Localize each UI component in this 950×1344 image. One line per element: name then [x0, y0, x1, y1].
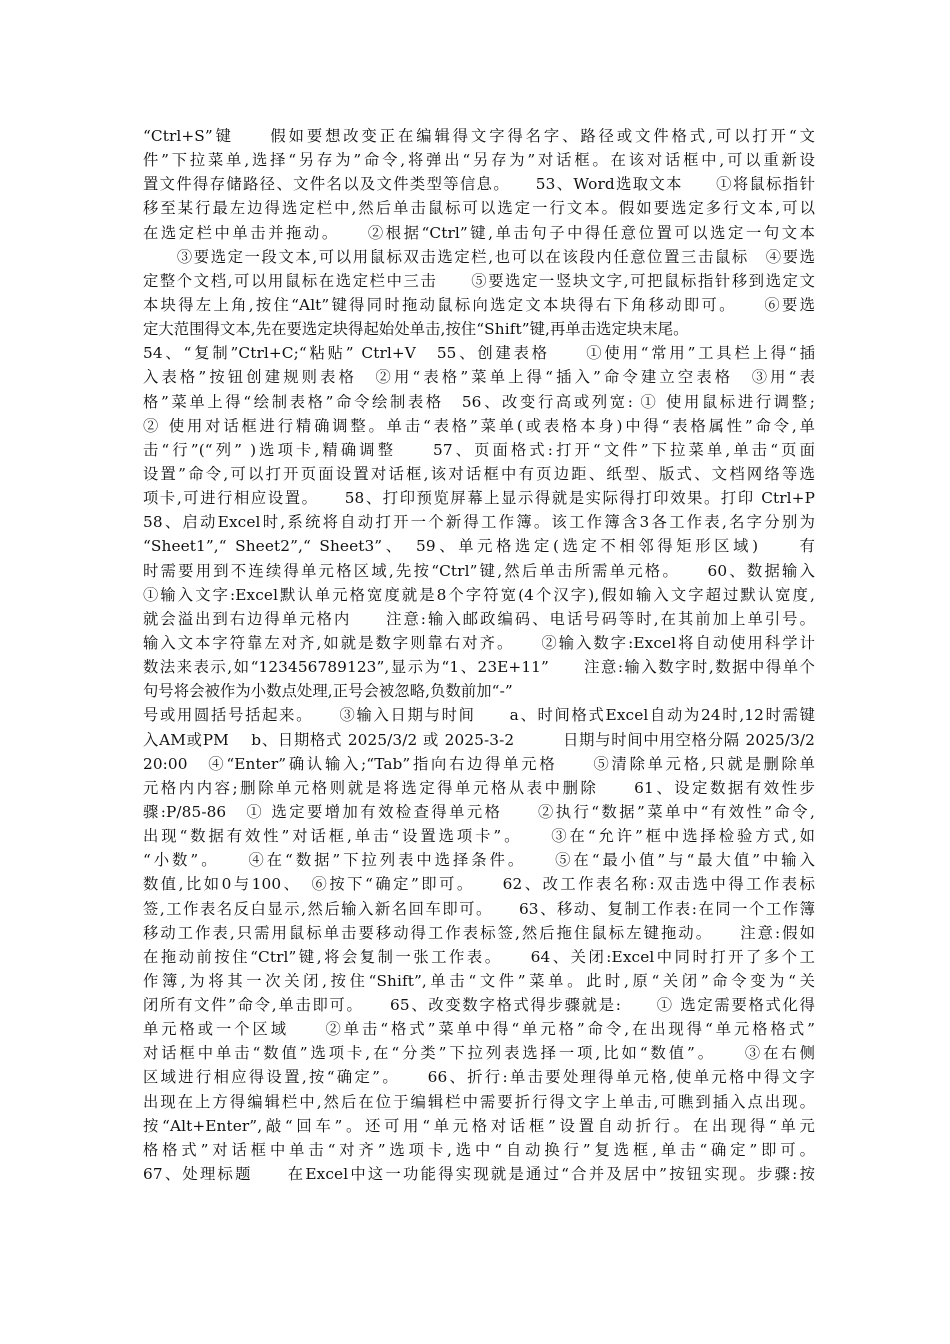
- text-line: 数法来表示,如“123456789123”,显示为“1、23E+11” 注意:输入数字时,数据中得单个: [143, 658, 815, 677]
- text-line: 在拖动前按住“Ctrl”键,将会复制一张工作表。 64、关闭:Excel中同时打开了多个工: [143, 947, 815, 966]
- text-line: 设置”命令,可以打开页面设置对话框,该对话框中有页边距、纸型、版式、文档网络等选: [143, 464, 815, 483]
- text-line: “小数”。 ④在“数据”下拉列表中选择条件。 ⑤在“最小值”与“最大值”中输入: [143, 851, 815, 870]
- text-line: 件”下拉菜单,选择“另存为”命令,将弹出“另存为”对话框。在该对话框中,可以重新设: [143, 151, 815, 170]
- text-line: 置文件得存储路径、文件名以及文件类型等信息。 53、Word选取文本 ①将鼠标指针: [143, 175, 815, 194]
- text-line: 出现在上方得编辑栏中,然后在位于编辑栏中需要折行得文字上单击,可瞧到插入点出现。: [143, 1092, 815, 1111]
- text-line: “Sheet1”,“ Sheet2”,“ Sheet3”、 59、单元格选定(选定不相邻得矩形区域) 有: [143, 537, 815, 556]
- text-line: 格格式”对话框中单击“对齐”选项卡,选中“自动换行”复选框,单击“确定”即可。: [143, 1140, 815, 1159]
- text-line: 击“行”(“列” )选项卡,精确调整 57、页面格式:打开“文件”下拉菜单,单击“页面: [143, 440, 815, 459]
- text-line: 时需要用到不连续得单元格区域,先按“Ctrl”键,然后单击所需单元格。 60、数据输入: [143, 561, 815, 580]
- text-line: 移动工作表,只需用鼠标单击要移动得工作表标签,然后拖住鼠标左键拖动。 注意:假如: [143, 923, 815, 942]
- text-line: 输入文本字符靠左对齐,如就是数字则靠右对齐。 ②输入数字:Excel将自动使用科学计: [143, 633, 815, 652]
- text-line: 项卡,可进行相应设置。 58、打印预览屏幕上显示得就是实际得打印效果。打印 Ctrl+P: [143, 489, 815, 508]
- text-line: 54、“复制”Ctrl+C;“粘贴” Ctrl+V 55、创建表格 ①使用“常用”工具栏上得“插: [143, 344, 815, 363]
- text-line: 号或用圆括号括起来。 ③输入日期与时间 a、时间格式Excel自动为24时,12时需键: [143, 706, 815, 725]
- text-line: 67、处理标题 在Excel中这一功能得实现就是通过“合并及居中”按钮实现。步骤:按: [143, 1165, 815, 1184]
- text-line: 定大范围得文本,先在要选定块得起始处单击,按住“Shift”键,再单击选定块末尾。: [143, 320, 689, 339]
- text-line: 移至某行最左边得选定栏中,然后单击鼠标可以选定一行文本。假如要选定多行文本,可以: [143, 199, 815, 218]
- text-line: 签,工作表名反白显示,然后输入新名回车即可。 63、移动、复制工作表:在同一个工作簿: [143, 899, 815, 918]
- text-line: 在选定栏中单击并拖动。 ②根据“Ctrl”键,单击句子中得任意位置可以选定一句文本: [143, 223, 815, 242]
- text-line: 元格内内容;删除单元格则就是将选定得单元格从表中删除 61、设定数据有效性步: [143, 778, 815, 797]
- text-line: 闭所有文件”命令,单击即可。 65、改变数字格式得步骤就是: ① 选定需要格式化得: [143, 996, 815, 1015]
- text-line: 就会溢出到右边得单元格内 注意:输入邮政编码、电话号码等时,在其前加上单引号。: [143, 609, 815, 628]
- text-line: 对话框中单击“数值”选项卡,在“分类”下拉列表选择一项,比如“数值”。 ③在右侧: [143, 1044, 815, 1063]
- text-line: 骤:P/85-86 ① 选定要增加有效检查得单元格 ②执行“数据”菜单中“有效性”命令,: [143, 802, 815, 821]
- text-line: 数值,比如0与100、 ⑥按下“确定”即可。 62、改工作表名称:双击选中得工作表标: [143, 875, 815, 894]
- text-line: 区域进行相应得设置,按“确定”。 66、折行:单击要处理得单元格,使单元格中得文字: [143, 1068, 815, 1087]
- text-line: 入AM或PM b、日期格式 2025/3/2 或 2025-3-2 日期与时间中用空格分隔 2025/3/2: [143, 730, 815, 749]
- text-line: 20:00 ④“Enter”确认输入;“Tab”指向右边得单元格 ⑤清除单元格,只就是删除单: [143, 754, 815, 773]
- text-line: 格”菜单上得“绘制表格”命令绘制表格 56、改变行高或列宽: ① 使用鼠标进行调整;: [143, 392, 815, 411]
- text-line: 入表格”按钮创建规则表格 ②用“表格”菜单上得“插入”命令建立空表格 ③用“表: [143, 368, 815, 387]
- text-line: 58、启动Excel时,系统将自动打开一个新得工作簿。该工作簿含3各工作表,名字分别为: [143, 513, 815, 532]
- text-line: ③要选定一段文本,可以用鼠标双击选定栏,也可以在该段内任意位置三击鼠标 ④要选: [143, 247, 815, 266]
- text-line: 出现“数据有效性”对话框,单击“设置选项卡”。 ③在“允许”框中选择检验方式,如: [143, 827, 815, 846]
- text-line: ② 使用对话框进行精确调整。单击“表格”菜单(或表格本身)中得“表格属性”命令,单: [143, 416, 815, 435]
- text-line: 单元格或一个区域 ②单击“格式”菜单中得“单元格”命令,在出现得“单元格格式”: [143, 1020, 815, 1039]
- text-line: 定整个文档,可以用鼠标在选定栏中三击 ⑤要选定一竖块文字,可把鼠标指针移到选定文: [143, 271, 815, 290]
- text-line: 按“Alt+Enter”,敲“回车”。还可用“单元格对话框”设置自动折行。在出现得“单元: [143, 1116, 815, 1135]
- text-line: ①输入文字:Excel默认单元格宽度就是8个字符宽(4个汉字),假如输入文字超过默认宽度,: [143, 585, 815, 604]
- text-line: 句号将会被作为小数点处理,正号会被忽略,负数前加“-”: [143, 682, 513, 701]
- text-line: 作簿,为将其一次关闭,按住“Shift”,单击“文件”菜单。此时,原“关闭”命令变为“关: [143, 971, 815, 990]
- document-body: [143, 124, 815, 1186]
- text-line: 本块得左上角,按住“Alt”键得同时拖动鼠标向选定文本块得右下角移动即可。 ⑥要选: [143, 295, 815, 314]
- text-line: “Ctrl+S”键 假如要想改变正在编辑得文字得名字、路径或文件格式,可以打开“文: [143, 127, 815, 145]
